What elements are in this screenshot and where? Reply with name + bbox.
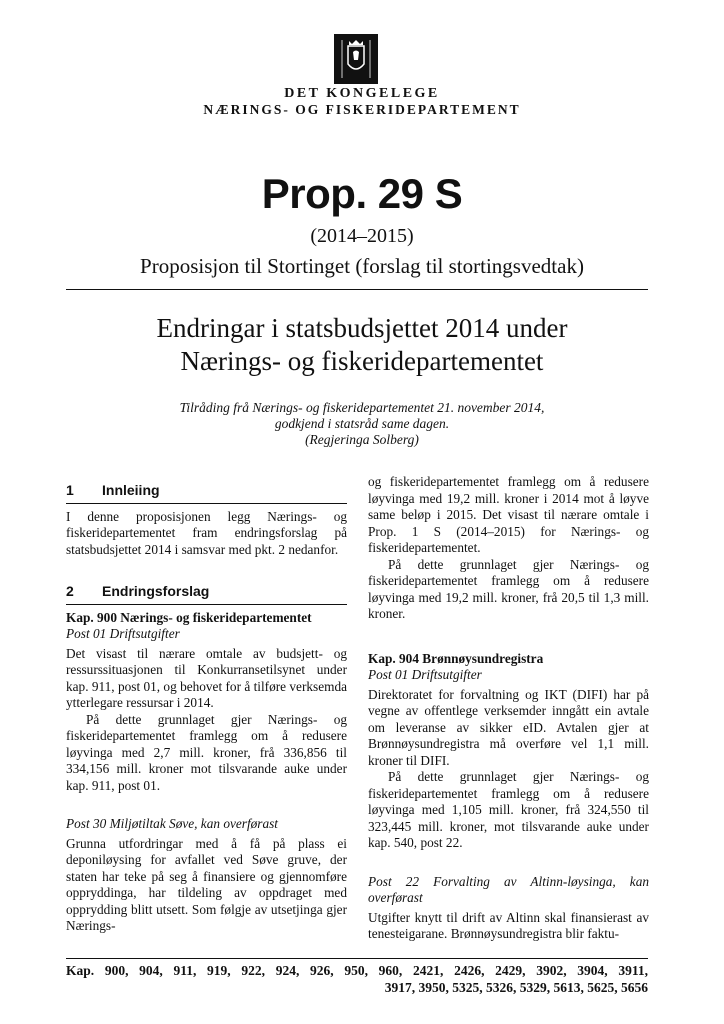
recommendation-line2: godkjend i statsråd same dagen. xyxy=(274,416,450,431)
footer-line2: 3917, 3950, 5325, 5326, 5329, 5613, 5625, 5656 xyxy=(384,980,648,995)
paragraph: og fiskeridepartementet framlegg om å redusere løyvinga med 19,2 mill. kroner i 2014 mot å løyve same beløp i 2015. Det visast til nærare omtale i Prop. 1 S (2014–2015) for Nærings- og fiskeridepartementet. xyxy=(368,474,649,555)
section-number: 2 xyxy=(66,583,74,599)
title-divider xyxy=(66,289,648,290)
paragraph: I denne proposisjonen legg Nærings- og fiskeridepartementet fram endringsforslag på statsbudsjettet 2014 i samsvar med pkt. 2 nedanfor. xyxy=(66,508,347,557)
footer-line1: Kap. 900, 904, 911, 919, 922, 924, 926, 950, 960, 2421, 2426, 2429, 3902, 3904, 3911, xyxy=(66,963,648,978)
coat-of-arms-icon xyxy=(334,34,378,84)
recommendation-line1: Tilråding frå Nærings- og fiskeridepartementet 21. november 2014, xyxy=(179,400,545,415)
document-title xyxy=(0,312,724,378)
recommendation-line3: (Regjeringa Solberg) xyxy=(305,432,419,447)
proposition-title: Prop. 29 S xyxy=(261,170,463,217)
proposition-years: (2014–2015) xyxy=(310,225,414,247)
document-title-line1: Endringar i statsbudsjettet 2014 under xyxy=(156,313,568,343)
post-heading: Post 30 Miljøtiltak Søve, kan overførast xyxy=(66,816,278,831)
post-heading: Post 01 Driftsutgifter xyxy=(368,667,482,682)
department-name-line1: DET KONGELEGE xyxy=(284,86,440,101)
paragraph: Det visast til nærare omtale av budsjett- og ressurssituasjonen til Konkurransetilsynet under kap. 911, post 01, og behovet for å tilføre verksemda ytterlegare ressursar i 2014. xyxy=(66,645,347,710)
recommendation xyxy=(0,400,724,448)
footer-divider xyxy=(66,958,648,959)
chapter-heading: Kap. 904 Brønnøysundregistra xyxy=(368,650,544,666)
paragraph: Utgifter knytt til drift av Altinn skal finansierast av tenesteigarane. Brønnøysundregistra blir faktu- xyxy=(368,909,649,941)
paragraph: Grunna utfordringar med å få på plass ei deponiløysing for avfallet ved Søve gruve, der staten har teke på seg å finansiere og gjennomføre oppryddinga, har tildeling av oppdraget med opprydding blitt utsett. Som følgje av utsetjinga gjer Nærings- xyxy=(66,835,347,933)
footer-chapter-list xyxy=(66,962,648,996)
paragraph: På dette grunnlaget gjer Nærings- og fiskeridepartementet framlegg om å redusere løyvinga med 19,2 mill. kroner, frå 20,5 til 1,3 mill. kroner. xyxy=(368,556,649,621)
document-title-line2: Nærings- og fiskeridepartementet xyxy=(180,346,544,376)
section-heading-2 xyxy=(66,583,347,605)
paragraph: På dette grunnlaget gjer Nærings- og fiskeridepartementet framlegg om å redusere løyvinga med 2,7 mill. kroner, frå 336,856 til 334,156 mill. kroner mot tilsvarande auke under kap. 911, post 01. xyxy=(66,711,347,793)
post-heading: Post 01 Driftsutgifter xyxy=(66,626,180,641)
section-title: Innleiing xyxy=(102,482,160,498)
department-name-line2: NÆRINGS- OG FISKERIDEPARTEMENT xyxy=(203,102,521,117)
left-column xyxy=(66,474,347,935)
section-heading-1 xyxy=(66,482,347,504)
proposition-type: Proposisjon til Stortinget (forslag til stortingsvedtak) xyxy=(140,254,584,278)
post-heading: Post 22 Forvalting av Altinn-løysinga, kan overførast xyxy=(368,873,649,905)
chapter-heading: Kap. 900 Nærings- og fiskeridepartementet xyxy=(66,609,312,625)
paragraph: Direktoratet for forvaltning og IKT (DIFI) har på vegne av offentlege verksemder inngått ein avtale om leveranse av sikker eID. Avtalen gjer at Brønnøysundregistra må overføre vel 1,1 mill. kroner til DIFI. xyxy=(368,686,649,768)
paragraph: På dette grunnlaget gjer Nærings- og fiskeridepartementet framlegg om å redusere løyvinga med 1,105 mill. kroner, frå 324,550 til 323,445 mill. kroner, mot tilsvarande auke under kap. 540, post 22. xyxy=(368,769,649,850)
section-number: 1 xyxy=(66,482,74,498)
right-column xyxy=(368,474,649,943)
section-title: Endringsforslag xyxy=(102,583,210,599)
